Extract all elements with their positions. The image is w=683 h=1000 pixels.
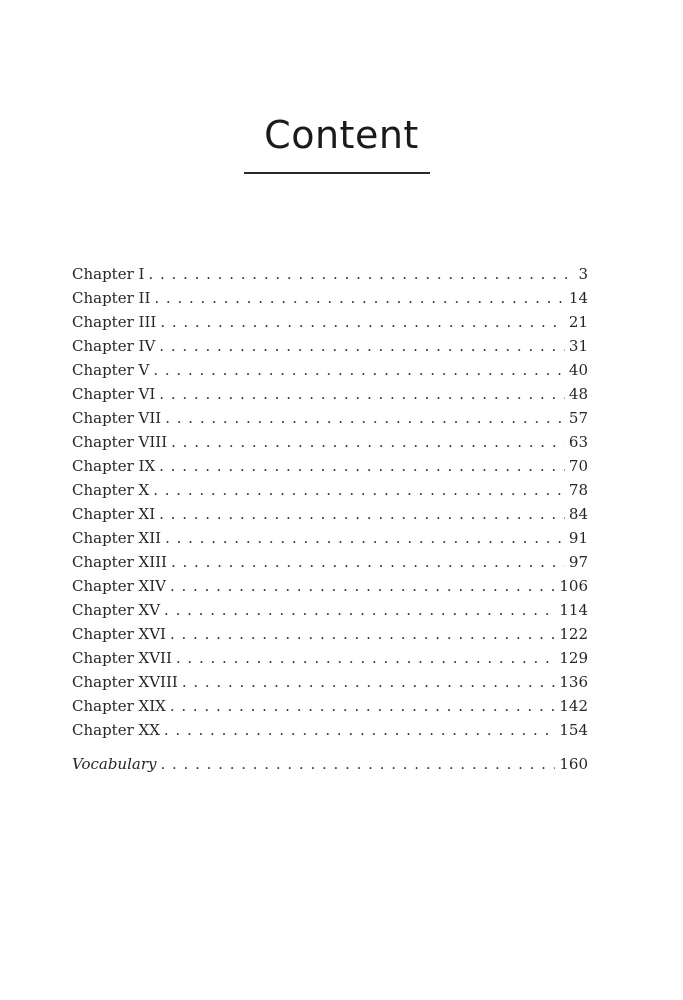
toc-entry-page-number: 31 [568,337,588,355]
toc-entry-chapter-5[interactable] [72,358,588,382]
dot-leader [148,262,574,286]
toc-entry-chapter-11[interactable] [72,502,588,526]
toc-entry-page-number: 21 [568,313,588,331]
dot-leader [170,574,555,598]
dot-leader [153,478,565,502]
dot-leader [160,752,555,776]
toc-entry-chapter-3[interactable] [72,310,588,334]
dot-leader [154,286,565,310]
toc-entry-page-number: 106 [559,577,588,595]
toc-entry-page-number: 136 [559,673,588,691]
dot-leader [153,358,565,382]
toc-entry-chapter-19[interactable] [72,694,588,718]
toc-entry-page-number: 97 [568,553,588,571]
dot-leader [171,430,565,454]
toc-entry-page-number: 160 [559,755,588,773]
toc-entry-chapter-10[interactable] [72,478,588,502]
dot-leader [170,694,556,718]
dot-leader [165,406,565,430]
toc-entry-chapter-9[interactable] [72,454,588,478]
toc-entry-chapter-18[interactable] [72,670,588,694]
toc-entry-chapter-13[interactable] [72,550,588,574]
toc-entry-label: Chapter XVI [72,625,166,643]
toc-entry-label: Chapter XIX [72,697,166,715]
dot-leader [159,454,565,478]
toc-entry-page-number: 57 [568,409,588,427]
dot-leader [159,334,565,358]
toc-entry-chapter-14[interactable] [72,574,588,598]
toc-entry-page-number: 129 [559,649,588,667]
toc-entry-chapter-15[interactable] [72,598,588,622]
toc-entry-page-number: 63 [568,433,588,451]
toc-entry-page-number: 48 [568,385,588,403]
toc-entry-page-number: 154 [559,721,588,739]
dot-leader [165,526,565,550]
toc-entry-label: Chapter XIV [72,577,166,595]
toc-entry-chapter-1[interactable] [72,262,588,286]
toc-entry-page-number: 3 [578,265,588,283]
toc-entry-page-number: 70 [568,457,588,475]
toc-entry-chapter-17[interactable] [72,646,588,670]
toc-entry-page-number: 122 [559,625,588,643]
toc-entry-label: Chapter XII [72,529,162,547]
toc-entry-page-number: 14 [568,289,588,307]
toc-entry-label: Chapter VIII [72,433,168,451]
toc-entry-label: Chapter XV [72,601,161,619]
toc-entry-vocabulary[interactable] [72,752,588,776]
toc-entry-chapter-20[interactable] [72,718,588,742]
toc-entry-label: Chapter XVIII [72,673,178,691]
dot-leader [159,382,565,406]
toc-entry-label: Chapter XX [72,721,160,739]
toc-entry-label: Chapter VII [72,409,162,427]
toc-entry-label: Chapter IX [72,457,156,475]
toc-entry-chapter-16[interactable] [72,622,588,646]
dot-leader [159,502,565,526]
toc-entry-label: Chapter I [72,265,145,283]
toc-entry-chapter-8[interactable] [72,430,588,454]
page-title: Content [264,113,419,157]
toc-entry-label: Chapter III [72,313,157,331]
table-of-contents [72,262,588,776]
toc-entry-label: Chapter XI [72,505,156,523]
toc-entry-chapter-4[interactable] [72,334,588,358]
dot-leader [176,646,555,670]
dot-leader [182,670,556,694]
toc-entry-label: Chapter VI [72,385,156,403]
toc-entry-label: Vocabulary [72,755,157,773]
toc-entry-label: Chapter V [72,361,150,379]
toc-entry-page-number: 78 [568,481,588,499]
toc-entry-chapter-12[interactable] [72,526,588,550]
toc-entry-page-number: 84 [568,505,588,523]
toc-entry-page-number: 142 [559,697,588,715]
toc-entry-label: Chapter II [72,289,151,307]
toc-entry-page-number: 91 [568,529,588,547]
title-underline [244,172,430,174]
toc-entry-chapter-2[interactable] [72,286,588,310]
dot-leader [170,622,555,646]
toc-entry-label: Chapter XIII [72,553,167,571]
dot-leader [164,598,555,622]
toc-entry-label: Chapter X [72,481,150,499]
dot-leader [171,550,565,574]
toc-entry-chapter-7[interactable] [72,406,588,430]
dot-leader [164,718,555,742]
toc-entry-label: Chapter XVII [72,649,172,667]
toc-entry-chapter-6[interactable] [72,382,588,406]
toc-entry-label: Chapter IV [72,337,156,355]
dot-leader [160,310,565,334]
toc-entry-page-number: 114 [559,601,588,619]
toc-entry-page-number: 40 [568,361,588,379]
